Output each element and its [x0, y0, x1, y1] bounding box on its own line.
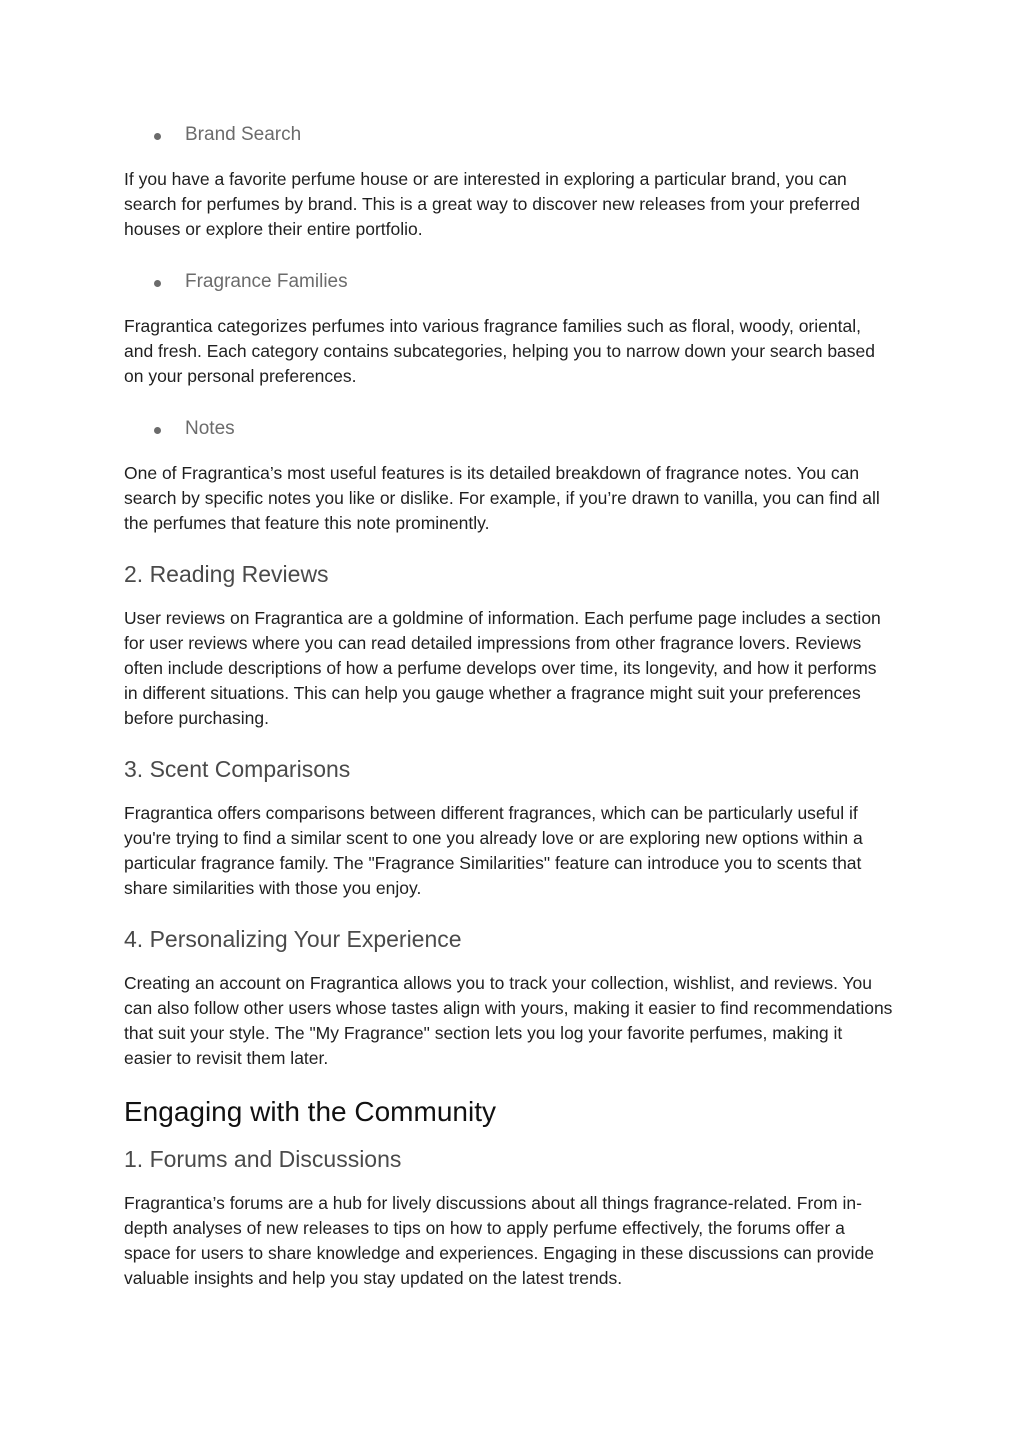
heading-personalizing: 4. Personalizing Your Experience	[124, 926, 462, 952]
paragraph-brand-search: If you have a favorite perfume house or are interested in exploring a particular brand, you can search for perfumes by brand. This is a great way to discover new releases from your preferred houses or explore their entire portfolio.	[124, 169, 860, 239]
paragraph-notes: One of Fragrantica’s most useful features is its detailed breakdown of fragrance notes. You can search by specific notes you like or dislike. For example, if you’re drawn to vanilla, you can find all the perfumes that feature this note prominently.	[124, 463, 880, 533]
bullet-fragrance-families	[154, 265, 894, 299]
bullet-label: Notes	[185, 418, 235, 439]
document-content	[124, 118, 894, 1314]
bullet-notes	[154, 412, 894, 446]
bullet-brand-search	[154, 118, 894, 152]
paragraph-personalizing: Creating an account on Fragrantica allows you to track your collection, wishlist, and reviews. You can also follow other users whose tastes align with yours, making it easier to find recommendations that suit your style. The "My Fragrance" section lets you log your favorite perfumes, making it easier to revisit them later.	[124, 973, 893, 1068]
heading-reading-reviews: 2. Reading Reviews	[124, 561, 329, 587]
bullet-dot-icon	[154, 280, 161, 287]
bullet-label: Fragrance Families	[185, 271, 348, 292]
paragraph-reading-reviews: User reviews on Fragrantica are a goldmine of information. Each perfume page includes a section for user reviews where you can read detailed impressions from other fragrance lovers. Reviews often include descriptions of how a perfume develops over time, its longevity, and how it performs in different situations. This can help you gauge whether a fragrance might suit your preferences before purchasing.	[124, 608, 881, 728]
heading-forums: 1. Forums and Discussions	[124, 1146, 402, 1172]
bullet-dot-icon	[154, 427, 161, 434]
bullet-dot-icon	[154, 133, 161, 140]
paragraph-fragrance-families: Fragrantica categorizes perfumes into various fragrance families such as floral, woody, oriental, and fresh. Each category contains subcategories, helping you to narrow down your search based on your personal preferences.	[124, 316, 876, 386]
heading-community: Engaging with the Community	[124, 1096, 496, 1127]
heading-scent-comparisons: 3. Scent Comparisons	[124, 756, 351, 782]
paragraph-forums: Fragrantica’s forums are a hub for lively discussions about all things fragrance-related. From in-depth analyses of new releases to tips on how to apply perfume effectively, the forums offer a space for users to share knowledge and experiences. Engaging in these discussions can provide valuable insights and help you stay updated on the latest trends.	[124, 1193, 875, 1288]
bullet-label: Brand Search	[185, 124, 302, 145]
paragraph-scent-comparisons: Fragrantica offers comparisons between different fragrances, which can be particularly useful if you're trying to find a similar scent to one you already love or are exploring new options within a particular fragrance family. The "Fragrance Similarities" feature can introduce you to scents that share similarities with those you enjoy.	[124, 803, 863, 898]
